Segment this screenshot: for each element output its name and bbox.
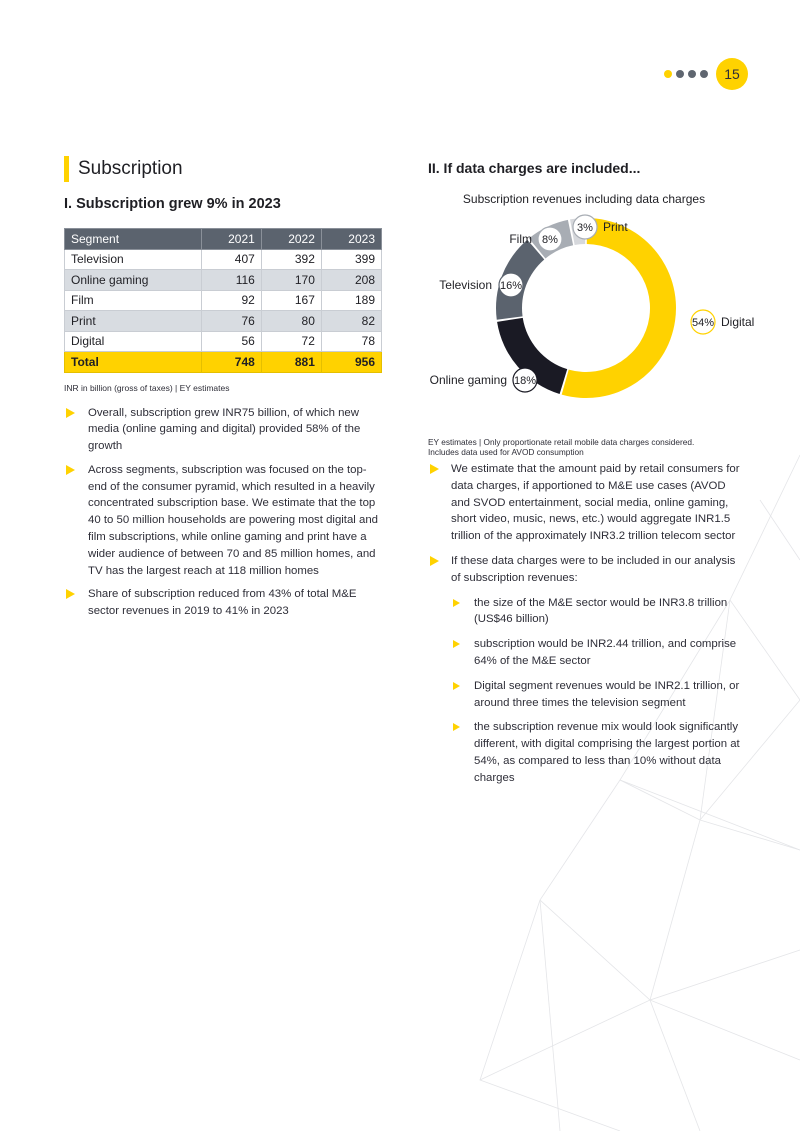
subscription-table bbox=[64, 228, 382, 373]
category-label-film: Film bbox=[509, 232, 532, 246]
list-item bbox=[64, 405, 382, 455]
table-cell: 208 bbox=[321, 270, 381, 291]
nested-list-item bbox=[451, 636, 744, 670]
table-cell: 80 bbox=[261, 311, 321, 332]
table-cell: Digital bbox=[65, 331, 202, 352]
table-cell: Television bbox=[65, 249, 202, 270]
table-cell: Total bbox=[65, 352, 202, 373]
marker-dot bbox=[688, 70, 696, 78]
table-total-row bbox=[65, 352, 382, 373]
table-cell: 399 bbox=[321, 249, 381, 270]
table-cell: Online gaming bbox=[65, 270, 202, 291]
list-item-text: If these data charges were to be included in our analysis of subscription revenues: bbox=[451, 554, 736, 584]
right-bullet-block bbox=[428, 461, 744, 795]
subscription-growth-heading: I. Subscription grew 9% in 2023 bbox=[64, 196, 281, 212]
data-label-television: 16% bbox=[499, 280, 523, 292]
list-item bbox=[428, 553, 744, 787]
list-item bbox=[428, 461, 744, 545]
list-item bbox=[64, 586, 382, 620]
table-row bbox=[65, 270, 382, 291]
bullet-arrow-icon bbox=[66, 408, 75, 418]
chart-source-note bbox=[428, 437, 748, 457]
bullet-arrow-icon bbox=[430, 556, 439, 566]
chart-note-line: EY estimates | Only proportionate retail mobile data charges considered. bbox=[428, 437, 695, 447]
table-cell: 189 bbox=[321, 290, 381, 311]
list-item-text: subscription would be INR2.44 trillion, and comprise 64% of the M&E sector bbox=[474, 638, 737, 667]
list-item-text: the subscription revenue mix would look significantly different, with digital comprising the largest portion at 54%, as compared to less than 10% without data charges bbox=[474, 721, 740, 784]
marker-dot bbox=[676, 70, 684, 78]
table-cell: 76 bbox=[201, 311, 261, 332]
list-item-text: Across segments, subscription was focused on the top-end of the consumer pyramid, which resulted in a heavily concentrated subscription base. We estimate that the top 40 to 50 million households are powering most digital and film subscriptions, while online gaming and print have a wider audience of between 70 and 85 million homes, and TV has the largest reach at 118 million homes bbox=[88, 463, 379, 577]
bullet-arrow-icon bbox=[453, 682, 460, 690]
table-cell: 748 bbox=[201, 352, 261, 373]
category-label-television: Television bbox=[439, 278, 492, 292]
list-item-text: Overall, subscription grew INR75 billion, of which new media (online gaming and digital) provided 58% of the growth bbox=[88, 406, 361, 453]
chart-title: Subscription revenues including data charges bbox=[462, 192, 706, 206]
table-cell: 407 bbox=[201, 249, 261, 270]
bullet-arrow-icon bbox=[66, 589, 75, 599]
table-header-cell: 2023 bbox=[321, 229, 381, 250]
list-item-text: Share of subscription reduced from 43% of total M&E sector revenues in 2019 to 41% in 2023 bbox=[88, 588, 357, 618]
table-cell: 72 bbox=[261, 331, 321, 352]
table-row bbox=[65, 331, 382, 352]
page-marker bbox=[664, 58, 748, 90]
table-cell: 956 bbox=[321, 352, 381, 373]
table-cell: 82 bbox=[321, 311, 381, 332]
chart-note-line: Includes data used for AVOD consumption bbox=[428, 447, 584, 457]
table-row bbox=[65, 311, 382, 332]
list-item-text: Digital segment revenues would be INR2.1 trillion, or around three times the television segment bbox=[474, 679, 740, 709]
table-cell: 92 bbox=[201, 290, 261, 311]
table-cell: 881 bbox=[261, 352, 321, 373]
bullet-arrow-icon bbox=[453, 599, 460, 607]
category-label-online-gaming: Online gaming bbox=[429, 373, 507, 387]
bullet-arrow-icon bbox=[430, 464, 439, 474]
page-number: 15 bbox=[716, 58, 748, 90]
table-header-cell: 2022 bbox=[261, 229, 321, 250]
table-cell: 116 bbox=[201, 270, 261, 291]
list-item bbox=[64, 462, 382, 580]
marker-dot bbox=[664, 70, 672, 78]
nested-list-item bbox=[451, 678, 744, 712]
table-row bbox=[65, 290, 382, 311]
table-cell: 56 bbox=[201, 331, 261, 352]
nested-list-item bbox=[451, 719, 744, 786]
data-label-film: 8% bbox=[542, 234, 558, 246]
left-column bbox=[64, 156, 382, 627]
list-item-text: the size of the M&E sector would be INR3.8 trillion (US$46 billion) bbox=[474, 596, 728, 626]
subscription-donut-chart bbox=[428, 210, 755, 420]
bullet-arrow-icon bbox=[453, 723, 460, 731]
data-label-print: 3% bbox=[577, 222, 593, 234]
table-cell: 170 bbox=[261, 270, 321, 291]
marker-dot bbox=[700, 70, 708, 78]
data-label-digital: 54% bbox=[691, 317, 715, 329]
nested-bullet-list bbox=[451, 595, 744, 787]
right-column bbox=[428, 160, 755, 784]
data-label-online-gaming: 18% bbox=[513, 375, 537, 387]
table-cell: 392 bbox=[261, 249, 321, 270]
table-header-cell: 2021 bbox=[201, 229, 261, 250]
table-source-note: INR in billion (gross of taxes) | EY estimates bbox=[64, 382, 230, 393]
section-title bbox=[64, 156, 382, 182]
table-header-row bbox=[65, 229, 382, 250]
left-bullet-list bbox=[64, 405, 382, 621]
table-row bbox=[65, 249, 382, 270]
nested-list-item bbox=[451, 595, 744, 629]
bullet-arrow-icon bbox=[66, 465, 75, 475]
category-label-print: Print bbox=[603, 220, 628, 234]
table-cell: 78 bbox=[321, 331, 381, 352]
category-label-digital: Digital bbox=[721, 315, 755, 329]
table-cell: Print bbox=[65, 311, 202, 332]
table-header-cell: Segment bbox=[65, 229, 202, 250]
section-title-text: Subscription bbox=[78, 158, 183, 179]
list-item-text: We estimate that the amount paid by retail consumers for data charges, if apportioned to M&E use cases (AVOD and SVOD entertainment, social media, online gaming, short video, music, news, etc.) would aggregate INR1.5 trillion of the approximately INR3.2 trillion telecom sector bbox=[451, 463, 740, 543]
data-charges-heading: II. If data charges are included... bbox=[428, 160, 641, 176]
bullet-arrow-icon bbox=[453, 640, 460, 648]
donut-slice-digital bbox=[562, 218, 676, 398]
table-cell: 167 bbox=[261, 290, 321, 311]
section-title-accent-bar bbox=[64, 156, 69, 182]
table-cell: Film bbox=[65, 290, 202, 311]
right-bullet-list bbox=[428, 461, 744, 787]
